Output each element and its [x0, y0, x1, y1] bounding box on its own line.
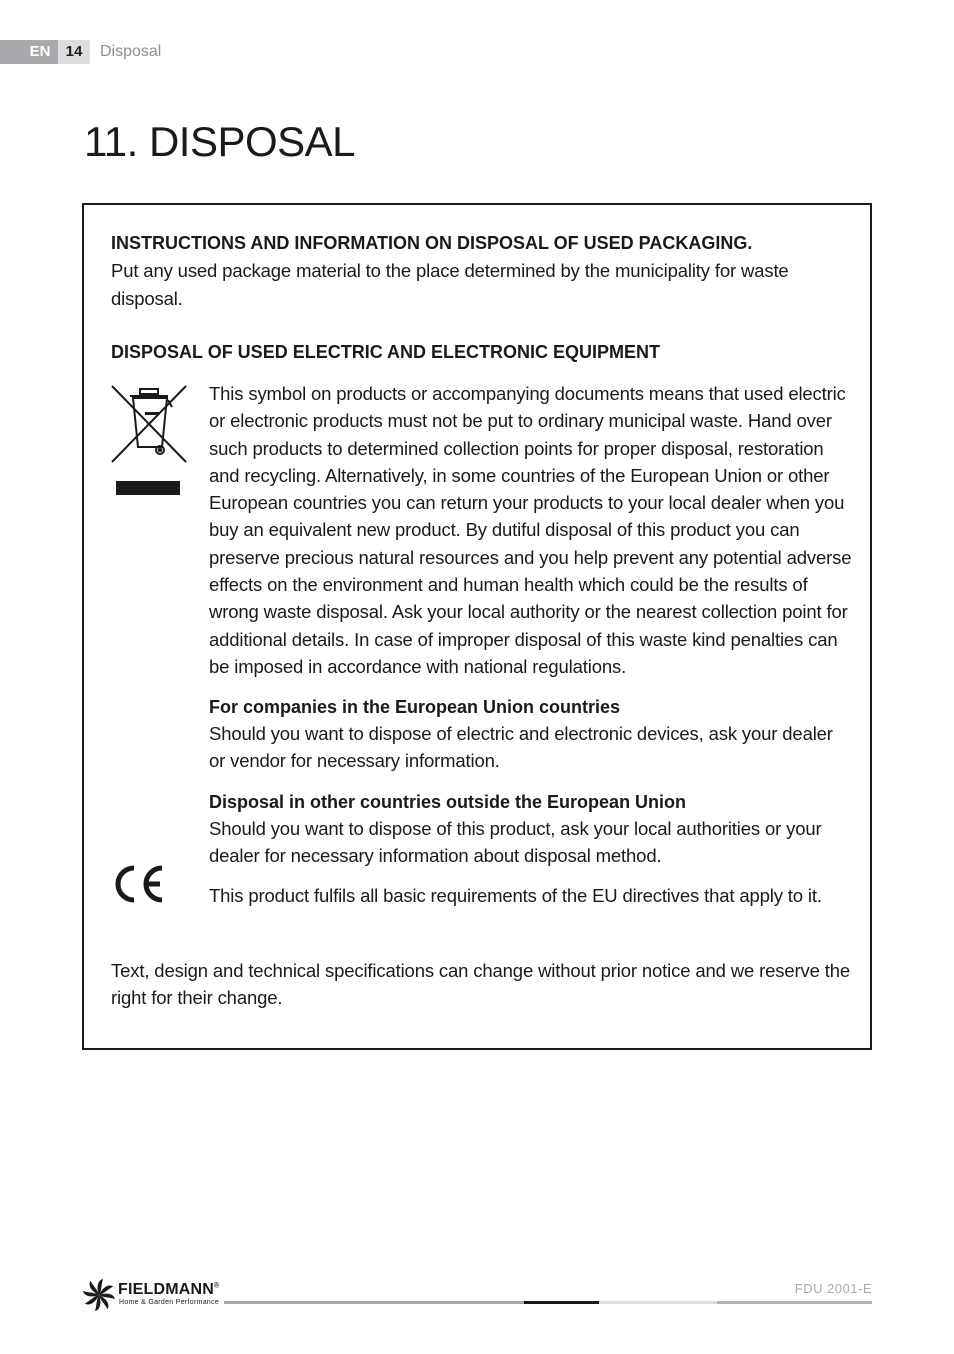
language-tab: EN: [0, 40, 58, 64]
footer-rule-dark: [524, 1301, 599, 1304]
page-header: [0, 40, 161, 64]
footer-rule-gray: [224, 1301, 524, 1304]
packaging-body: Put any used package material to the place determined by the municipality for waste disposal.: [111, 260, 789, 309]
ce-mark-icon: [110, 863, 170, 905]
other-countries-heading: Disposal in other countries outside the European Union: [209, 792, 687, 812]
footer-rule-mid: [717, 1301, 872, 1304]
weee-body: This symbol on products or accompanying documents means that used electric or electronic products must not be put to ordinary municipal waste. Hand over such products to determined collection points for proper disposal, restoration and recycling. Alternatively, in some countries of the European Union or other European countries you can return your products to your local dealer when you buy an equivalent new product. By dutiful disposal of this product you can preserve precious natural resources and you help prevent any potential adverse effects on the environment and human health which could be the results of wrong waste disposal. Ask your local authority or the nearest collection point for additional details. In case of improper disposal of this waste kind penalties can be imposed in accordance with national regulations.: [209, 383, 852, 677]
page-number: 14: [58, 40, 90, 64]
header-section-name: Disposal: [100, 43, 162, 60]
change-notice: Text, design and technical specifications can change without prior notice and we reserve the right for their change.: [111, 960, 850, 1009]
crossed-out-wheelie-bin-icon: [110, 383, 190, 498]
page-title: 11. DISPOSAL: [84, 118, 356, 165]
brand-name: FIELDMANN®: [118, 1281, 220, 1298]
fieldmann-logo: [82, 1277, 232, 1313]
weee-heading: DISPOSAL OF USED ELECTRIC AND ELECTRONIC EQUIPMENT: [111, 342, 661, 362]
packaging-heading: INSTRUCTIONS AND INFORMATION ON DISPOSAL OF USED PACKAGING.: [111, 233, 753, 253]
disposal-info-box: [82, 203, 872, 1050]
ce-statement: This product fulfils all basic requirements of the EU directives that apply to it.: [209, 885, 822, 906]
companies-body: Should you want to dispose of electric and electronic devices, ask your dealer or vendor for necessary information.: [209, 723, 833, 772]
fan-logo-icon: [82, 1278, 116, 1312]
model-number: FDU 2001-E: [794, 1281, 872, 1296]
other-countries-body: Should you want to dispose of this product, ask your local authorities or your dealer for necessary information about disposal method.: [209, 818, 822, 867]
companies-heading: For companies in the European Union countries: [209, 697, 621, 717]
brand-tagline: Home & Garden Performance: [119, 1299, 220, 1306]
packaging-section: [111, 230, 851, 312]
footer-rule-light: [599, 1301, 717, 1304]
